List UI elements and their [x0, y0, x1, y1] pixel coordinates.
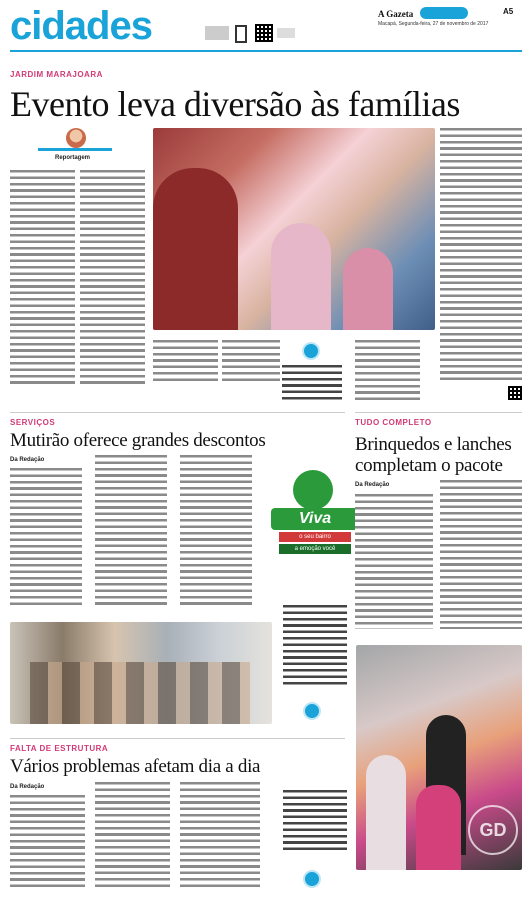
logo-subtitle: o seu bairro: [279, 532, 351, 542]
watermark-logo: GD: [468, 805, 518, 855]
lead-qr-code: [508, 386, 522, 400]
photo-figure-child: [271, 223, 331, 330]
story4-column-2: [95, 782, 170, 890]
story4-badge-icon: [303, 870, 321, 888]
viva-bairro-logo: [265, 470, 365, 570]
photo-figure-man: [153, 168, 238, 330]
lead-column-1: [10, 170, 75, 384]
phone-icon: [235, 25, 247, 43]
masthead-right: [378, 7, 523, 29]
lead-column-2: [80, 170, 145, 384]
lead-column-photo-below-2: [222, 340, 280, 384]
logo-tagline: a emoção você: [279, 544, 351, 554]
logo-wordmark: Viva: [271, 508, 359, 530]
story4-byline: Da Redação: [10, 784, 45, 790]
lead-kicker: JARDIM MARAJOARA: [10, 70, 103, 79]
small-icon: [205, 26, 229, 40]
story2-headline: Mutirão oferece grandes descontos: [10, 430, 266, 451]
newspaper-logo: A Gazeta: [378, 9, 414, 19]
section-title: cidades: [10, 4, 152, 48]
story4-column-3: [180, 782, 260, 890]
logo-tree-icon: [293, 470, 333, 510]
story4-headline: Vários problemas afetam dia a dia: [10, 756, 261, 777]
lead-headline: Evento leva diversão às famílias: [10, 84, 460, 124]
story2-photo: [10, 622, 272, 724]
lead-column-5: [440, 128, 522, 384]
story3-column-1: [355, 494, 433, 629]
lead-column-4: [355, 340, 420, 404]
page-number: A5: [503, 7, 514, 16]
story4-pullquote: [283, 790, 347, 852]
header-center-box: [205, 22, 295, 46]
lead-column-photo-below-1: [153, 340, 218, 384]
date-line: Macapá, Segunda-feira, 27 de novembro de 2017: [378, 21, 489, 27]
story3-photo: [356, 645, 522, 870]
photo-figure-kid-left: [366, 755, 406, 870]
brand-logo-icon: [420, 7, 468, 19]
photo-figure-girl: [343, 248, 393, 330]
section-divider-bottom: [10, 738, 345, 739]
author-name: Reportagem: [55, 155, 91, 161]
story4-column-1: [10, 795, 85, 890]
story2-column-1: [10, 468, 82, 608]
lead-pullquote: [282, 365, 342, 403]
section-divider-left: [10, 412, 345, 413]
photo-figure-kid-pink: [416, 785, 461, 870]
story4-kicker: FALTA DE ESTRUTURA: [10, 744, 109, 753]
story3-byline: Da Redação: [355, 482, 390, 488]
author-photo: [66, 128, 86, 148]
photo-badge-icon: [302, 342, 320, 360]
story3-kicker: TUDO COMPLETO: [355, 418, 432, 427]
author-rule: [38, 148, 112, 151]
header-rule: [10, 50, 522, 52]
story3-column-2: [440, 480, 522, 629]
story2-pullquote: [283, 605, 347, 685]
header-promo-text: [277, 28, 295, 38]
story2-column-3: [180, 455, 252, 608]
story2-column-2: [95, 455, 167, 608]
story2-badge-icon: [303, 702, 321, 720]
story2-byline: Da Redação: [10, 457, 45, 463]
qr-code-icon: [255, 24, 273, 42]
photo-people-row: [30, 662, 250, 724]
lead-photo: [153, 128, 435, 330]
story2-kicker: SERVIÇOS: [10, 418, 56, 427]
story3-headline: Brinquedos e lanches completam o pacote: [355, 434, 512, 476]
section-divider-right: [355, 412, 522, 413]
